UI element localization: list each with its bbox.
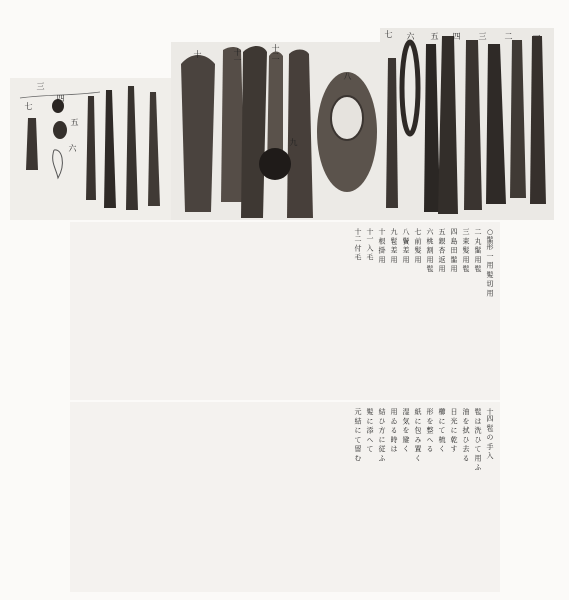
text-columns-lower [76, 408, 494, 586]
text-column: 元 結 に て 留 む [354, 408, 362, 462]
text-columns-upper [76, 228, 494, 394]
text-column: 紙 に 包 み 置 く [414, 408, 422, 462]
text-column: 七 前 髪 用 [414, 228, 422, 263]
text-column: 九 髱 差 用 [390, 228, 398, 263]
label-number: 二 [504, 32, 513, 40]
label-number: 九 [289, 138, 298, 146]
text-column: 十二 付 毛 [354, 228, 362, 261]
label-number: 四 [452, 32, 461, 40]
text-column: 髪 に 添 へ て [366, 408, 374, 452]
text-section-lower [70, 402, 500, 592]
hairpiece-photo-right [380, 28, 554, 220]
text-column: 十一 入 毛 [366, 228, 374, 261]
label-number: 八 [343, 72, 352, 80]
text-column: 十四 髢 の 手 入 [486, 408, 494, 459]
text-column: 五 銀 杏 返 用 [438, 228, 446, 272]
hairpieces-small-illustration [10, 78, 172, 220]
text-column: 十 根 掛 用 [378, 228, 386, 263]
text-column: 形 を 整 へ る [426, 408, 434, 452]
text-column: 八 鬢 差 用 [402, 228, 410, 263]
label-number: 十一 [233, 48, 242, 64]
label-number: 四 [56, 94, 65, 102]
label-number: 三 [478, 32, 487, 40]
text-column: 髢 は 洗 ひ て 用 ふ [474, 408, 482, 471]
text-column: 日 光 に 乾 す [450, 408, 458, 452]
text-column: ○髷形 一 用 髪 切 用 [486, 228, 494, 297]
text-section-upper [70, 222, 500, 400]
hairpieces-loops-illustration [380, 28, 554, 220]
label-number: 十 [193, 50, 202, 58]
hairpiece-photo-middle [171, 42, 381, 220]
text-column: 六 桃 割 用 髢 [426, 228, 434, 272]
text-column: 油 を 拭 ひ 去 る [462, 408, 470, 462]
label-number: 六 [406, 32, 415, 40]
label-number: 五 [430, 32, 439, 40]
hairpiece-photo-left [10, 78, 172, 220]
label-number: 十二 [271, 44, 280, 60]
text-column: 四 島 田 髷 用 [450, 228, 458, 272]
hairpieces-long-illustration [171, 42, 381, 220]
text-column: 結 ひ 方 に 従 ふ [378, 408, 386, 462]
text-column: 用 ゐ る 時 は [390, 408, 398, 452]
label-number: 三 [36, 82, 45, 90]
text-column: 三 束 髪 用 髢 [462, 228, 470, 272]
text-column: 櫛 に て 梳 く [438, 408, 446, 452]
label-number: 六 [68, 144, 77, 152]
text-column: 湿 気 を 避 く [402, 408, 410, 452]
label-number: 七 [384, 30, 393, 38]
label-number: 五 [70, 118, 79, 126]
text-column: 二 丸 髷 用 髢 [474, 228, 482, 272]
label-number: 一 [532, 32, 541, 40]
label-number: 七 [24, 102, 33, 110]
